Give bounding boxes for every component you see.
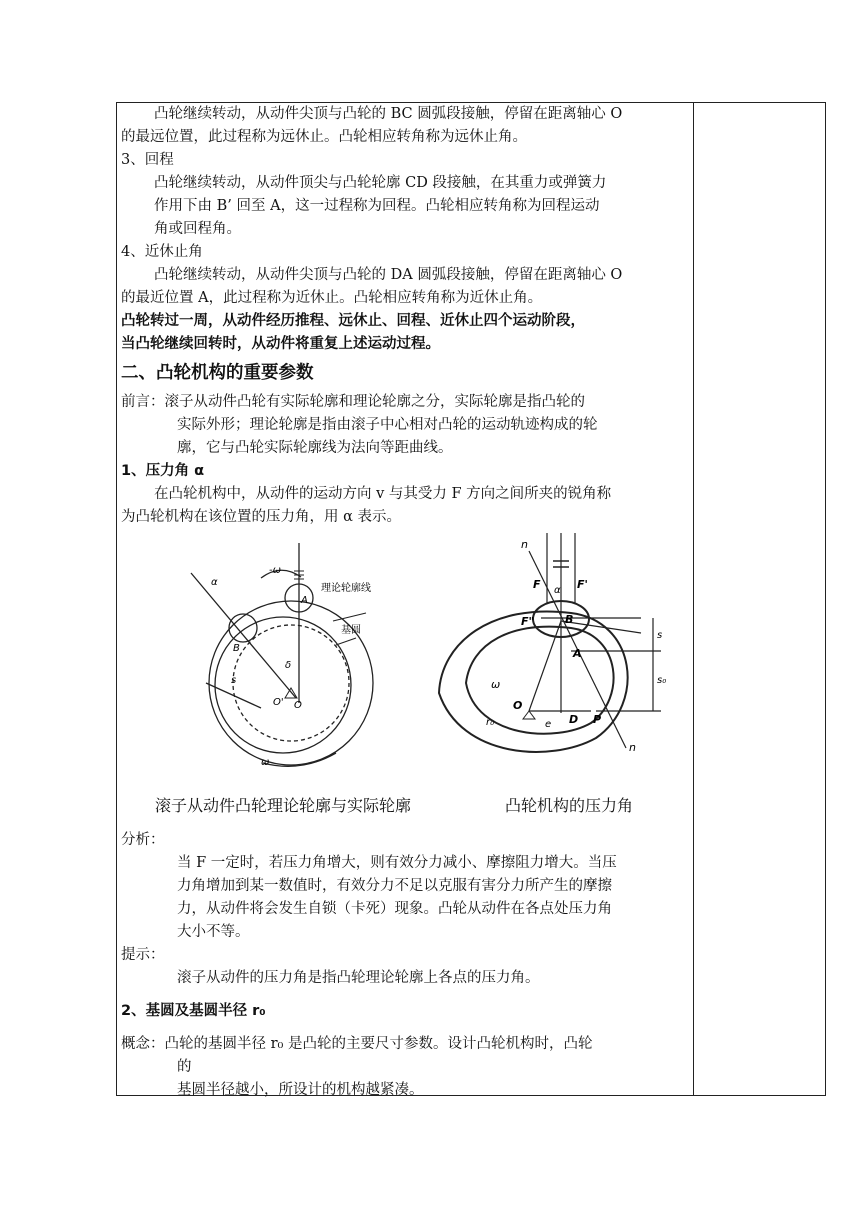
text-line: 在凸轮机构中，从动件的运动方向 v 与其受力 F 方向之间所夹的锐角称 xyxy=(154,486,612,502)
label-s: s xyxy=(657,630,663,641)
label-omega: ω xyxy=(491,678,501,691)
label-base: 基圆 xyxy=(341,625,361,636)
text-line: 基圆半径越小，所设计的机构越紧凑。 xyxy=(177,1082,424,1098)
text-line: 凸轮继续转动，从动件顶尖与凸轮轮廓 CD 段接触，在其重力或弹簧力 xyxy=(154,175,607,191)
label-B: B xyxy=(565,613,574,626)
label-hint: 提示： xyxy=(121,947,165,963)
label-analysis: 分析： xyxy=(121,832,165,848)
figures xyxy=(121,533,689,829)
label-F-dprime: F" xyxy=(521,615,535,628)
label-omega-neg: -ω xyxy=(269,565,281,576)
text-line: 角或回程角。 xyxy=(154,221,241,237)
label-s0: s₀ xyxy=(657,675,667,686)
text-line: 为凸轮机构在该位置的压力角，用 α 表示。 xyxy=(121,509,402,525)
label-alpha: α xyxy=(211,577,218,588)
label-O-prime: O' xyxy=(273,697,284,708)
text-line: 力，从动件将会发生自锁（卡死）现象。凸轮从动件在各点处压力角 xyxy=(177,901,612,917)
figure-caption-right: 凸轮机构的压力角 xyxy=(505,798,634,815)
label-e: e xyxy=(545,719,552,730)
section-heading: 3、回程 xyxy=(121,152,174,168)
section-heading: 4、近休止角 xyxy=(121,244,203,260)
pressure-angle-figure xyxy=(421,533,681,783)
label-rb: r₀ xyxy=(486,717,495,728)
text-line: 力角增加到某一数值时，有效分力不足以克服有害分力所产生的摩擦 xyxy=(177,878,612,894)
label-O: O xyxy=(294,700,302,711)
text-line: 凸轮继续转动，从动件尖顶与凸轮的 DA 圆弧段接触，停留在距离轴心 O xyxy=(154,267,623,283)
text-line: 的 xyxy=(177,1059,192,1075)
label-n-bottom: n xyxy=(629,741,636,754)
text-line: 的最近位置 A，此过程称为近休止。凸轮相应转角称为近休止角。 xyxy=(121,290,543,306)
label-A: A xyxy=(573,647,582,660)
label-O: O xyxy=(513,699,523,712)
label-alpha: α xyxy=(554,585,561,596)
text-line: 廓，它与凸轮实际轮廓线为法向等距曲线。 xyxy=(177,440,453,456)
text-line: 凸轮继续转动，从动件尖顶与凸轮的 BC 圆弧段接触，停留在距离轴心 O xyxy=(154,106,623,122)
section-title: 二、凸轮机构的重要参数 xyxy=(121,363,314,383)
label-theory: 理论轮廓线 xyxy=(321,583,371,594)
subsection-heading: 1、压力角 α xyxy=(121,463,205,479)
label-F: F xyxy=(533,578,541,591)
label-F-prime: F' xyxy=(577,578,588,591)
label-s: s xyxy=(231,675,237,686)
label-n-top: n xyxy=(521,538,528,551)
cam-profile-figure xyxy=(151,533,391,783)
text-line: 大小不等。 xyxy=(177,924,250,940)
text-line: 作用下由 B’ 回至 A，这一过程称为回程。凸轮相应转角称为回程运动 xyxy=(154,198,600,214)
text-line: 的最远位置，此过程称为远休止。凸轮相应转角称为远休止角。 xyxy=(121,129,527,145)
subsection-heading: 2、基圆及基圆半径 r₀ xyxy=(121,1003,266,1019)
main-cell xyxy=(121,103,689,1102)
text-line: 概念：凸轮的基圆半径 r₀ 是凸轮的主要尺寸参数。设计凸轮机构时，凸轮 xyxy=(121,1036,593,1052)
text-line: 前言：滚子从动件凸轮有实际轮廓和理论轮廓之分，实际轮廓是指凸轮的 xyxy=(121,394,585,410)
label-A: A xyxy=(301,595,308,606)
column-divider xyxy=(693,103,694,1095)
text-line: 当 F 一定时，若压力角增大，则有效分力减小、摩擦阻力增大。当压 xyxy=(177,855,617,871)
label-omega: ω xyxy=(261,757,270,768)
label-D: D xyxy=(569,713,579,726)
content-table xyxy=(116,102,826,1096)
bold-summary: 当凸轮继续回转时，从动件将重复上述运动过程。 xyxy=(121,336,440,352)
label-delta: δ xyxy=(285,660,292,671)
label-P: P xyxy=(593,713,602,726)
text-line: 实际外形；理论轮廓是指由滚子中心相对凸轮的运动轨迹构成的轮 xyxy=(177,417,598,433)
label-B: B xyxy=(233,643,240,654)
figure-caption-left: 滚子从动件凸轮理论轮廓与实际轮廓 xyxy=(155,798,412,815)
bold-summary: 凸轮转过一周，从动件经历推程、远休止、回程、近休止四个运动阶段， xyxy=(121,313,585,329)
text-line: 滚子从动件的压力角是指凸轮理论轮廓上各点的压力角。 xyxy=(177,970,540,986)
